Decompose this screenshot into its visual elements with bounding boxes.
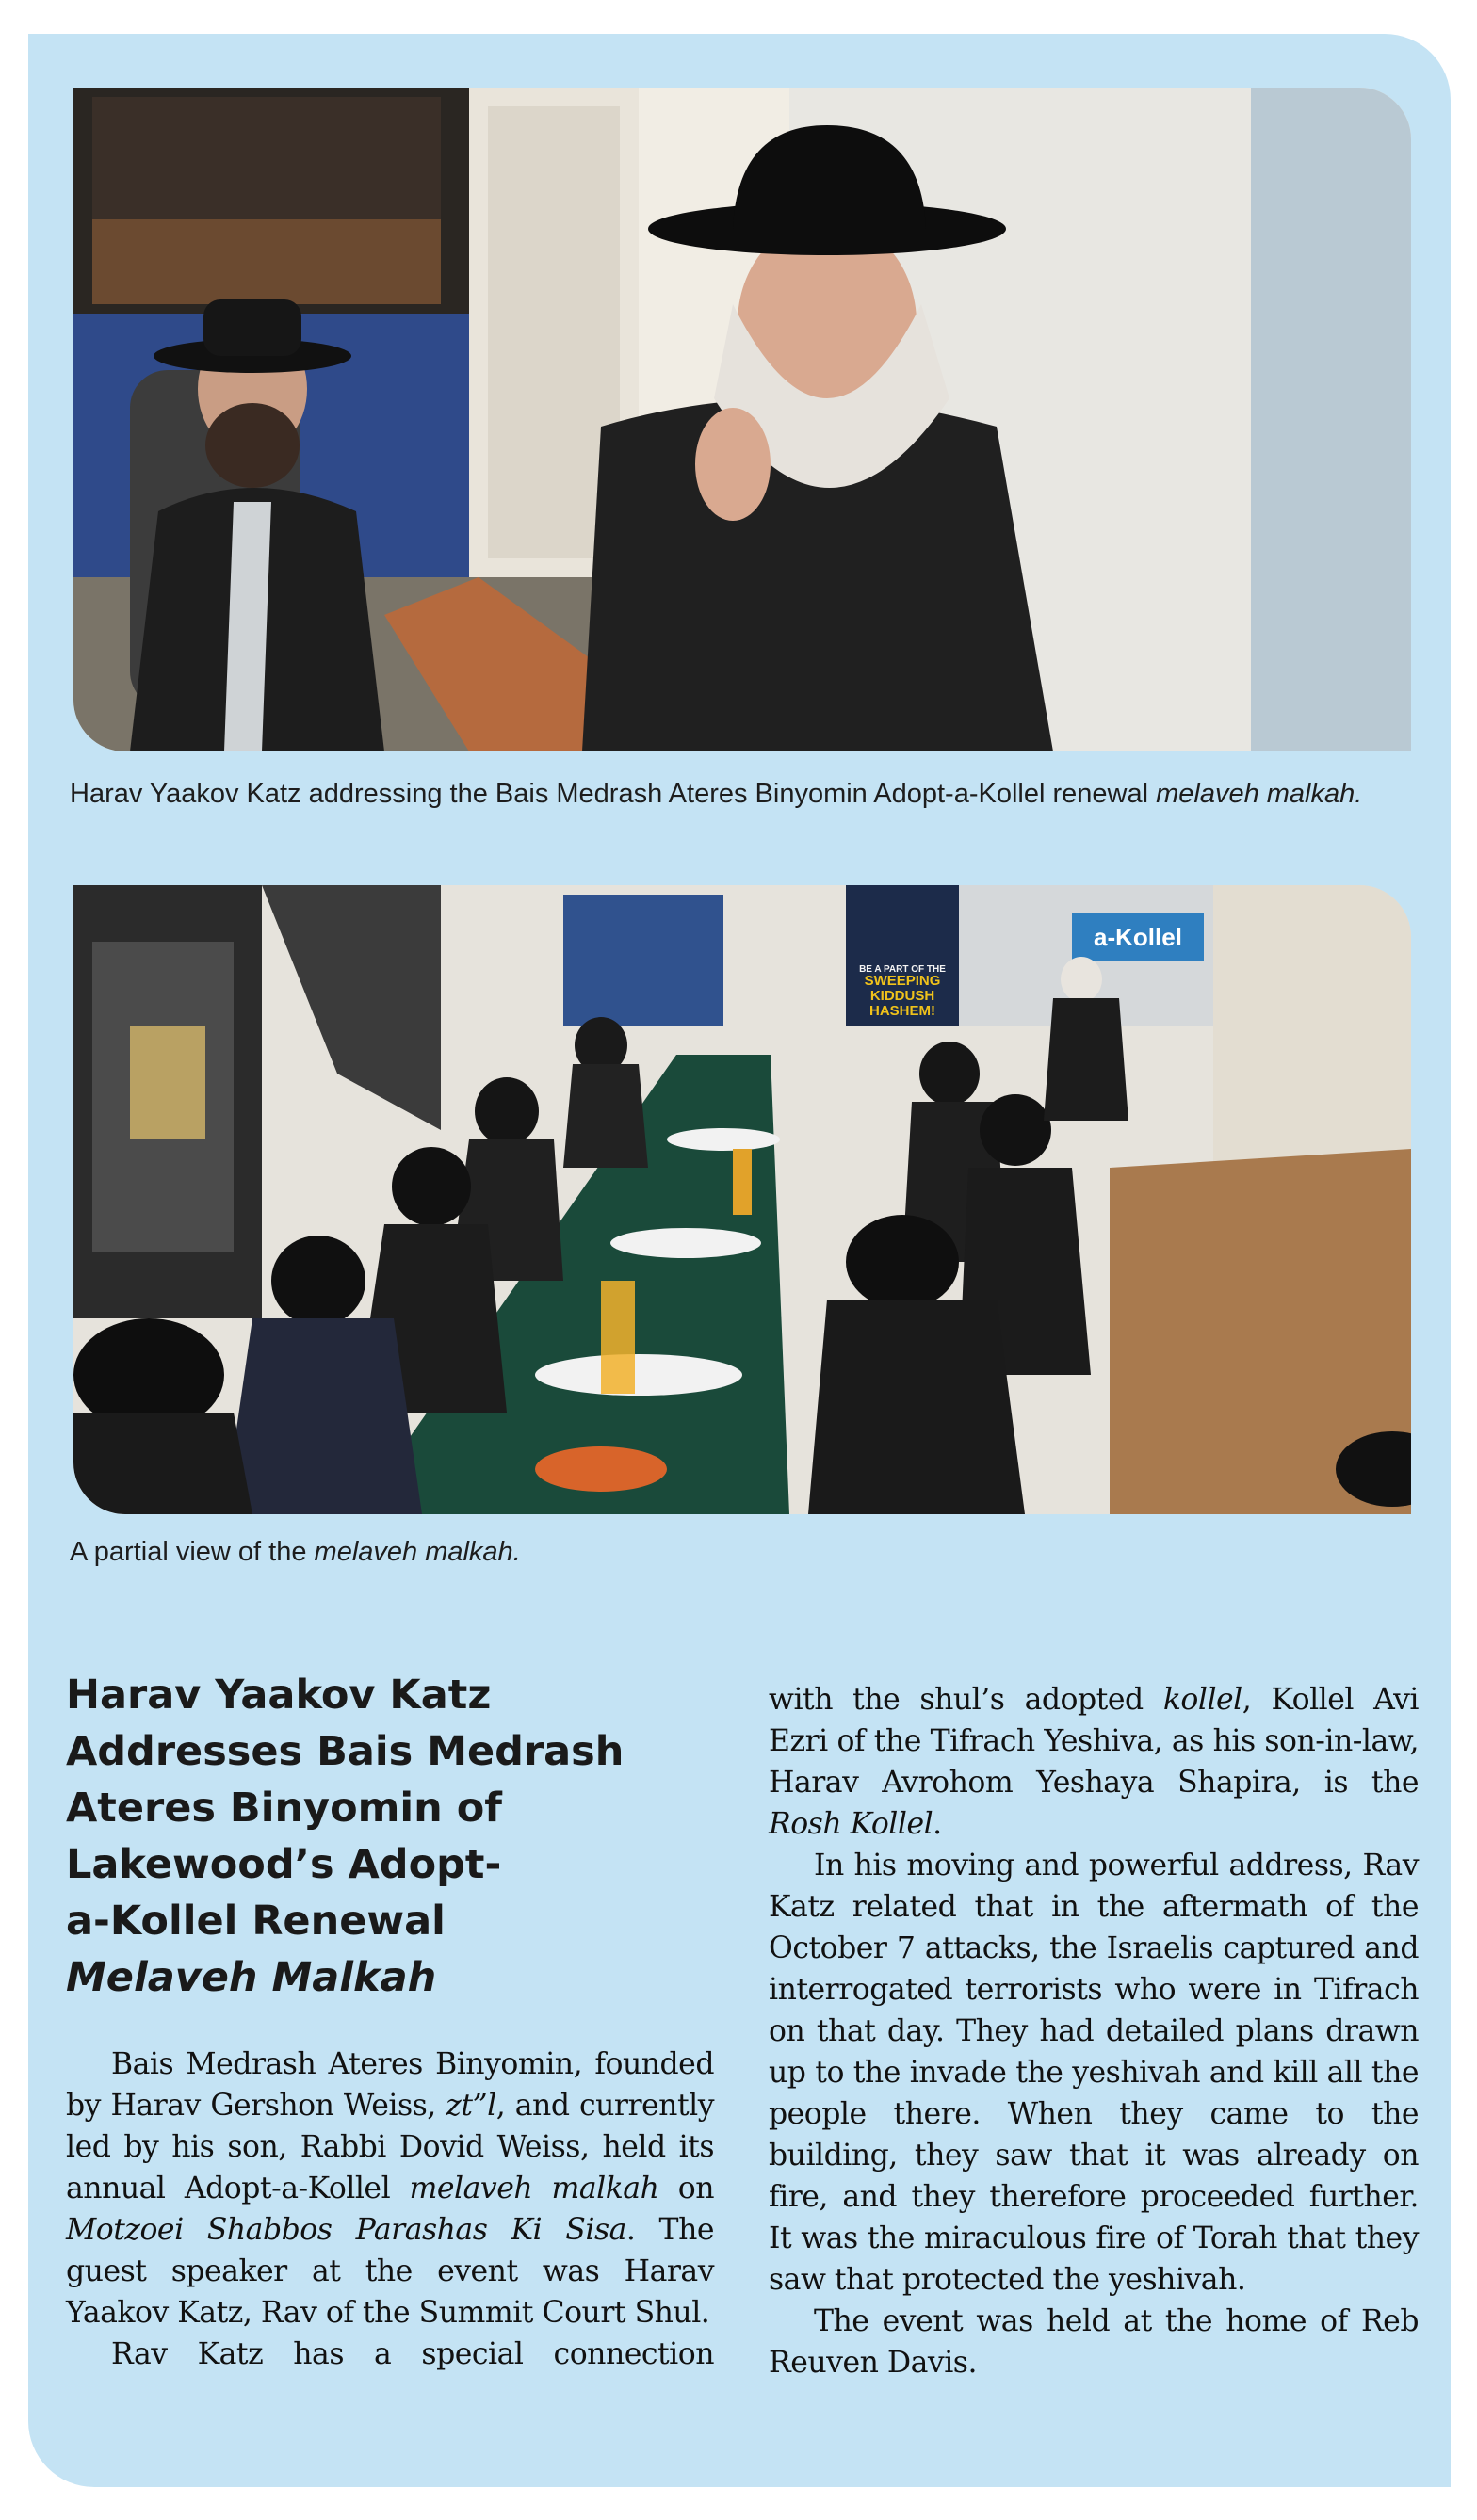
screen-text: a-Kollel	[1094, 923, 1182, 951]
article-headline	[66, 1667, 725, 2006]
headline-line-5: a-Kollel Renewal	[66, 1898, 446, 1945]
p1-text-g: . The guest speaker at the event was Harav Yaakov Katz, Rav of the Summit Court Shul.	[66, 2213, 714, 2330]
top-photo-caption	[70, 777, 1407, 812]
p1-text-b: zt”l	[446, 2089, 496, 2123]
photo-rav-katz-speaking	[73, 88, 1411, 751]
bottom-photo-caption	[70, 1535, 1407, 1570]
p1-text-c: , and currently led by his son, Rabbi Dovid Weiss, held its annual Adopt-a-Kollel	[66, 2089, 714, 2205]
poster-text-line-3: KIDDUSH	[869, 988, 935, 1004]
paragraph-2-start: Rav Katz has a special connection	[111, 2337, 714, 2371]
poster-text-line-1: BE A PART OF THE	[859, 964, 946, 975]
paragraph-1	[66, 2043, 714, 2334]
headline-italic-line: Melaveh Malkah	[66, 1954, 437, 2001]
p1-text-a: Bais Medrash Ateres Binyomin, founded by Harav Gershon Weiss,	[66, 2047, 714, 2123]
headline-line-1: Harav Yaakov Katz	[66, 1672, 492, 1719]
bottom-caption-text: A partial view of the	[70, 1537, 315, 1567]
paragraph-2-continued	[769, 1679, 1419, 1845]
p2-text-a: with the shul’s adopted	[769, 1683, 1163, 1717]
p1-text-e: on	[658, 2172, 714, 2205]
p1-text-d: melaveh malkah	[409, 2172, 659, 2205]
poster-text-line-2: SWEEPING	[864, 973, 941, 989]
paragraph-3: In his moving and powerful address, Rav Katz related that in the aftermath of the October 7 attacks, the Israelis captured and interrogated terrorists who were in Tifrach on that day. They had detailed plans drawn up to the invade the yeshivah and kill all the people there. When they came to the building, they saw that it was already on fire, and they therefore proceeded further. It was the miraculous fire of Torah that they saw that protected the yeshivah.	[769, 1849, 1419, 2297]
top-caption-italic: melaveh malkah.	[1156, 779, 1363, 809]
paragraph-4: The event was held at the home of Reb Reuven Davis.	[769, 2304, 1419, 2380]
bottom-caption-italic: melaveh malkah.	[314, 1537, 521, 1567]
article-column-right	[769, 1679, 1419, 2383]
headline-line-4: Lakewood’s Adopt-	[66, 1841, 502, 1888]
headline-line-3: Ateres Binyomin of	[66, 1785, 503, 1832]
p2-text-b: kollel	[1162, 1683, 1242, 1717]
p2-text-d: Rosh Kollel	[769, 1807, 933, 1841]
p1-text-f: Motzoei Shabbos Parashas Ki Sisa	[66, 2213, 626, 2247]
p2-text-c: , Kollel Avi Ezri of the Tifrach Yeshiva, as his son-in-law, Harav Avrohom Yeshaya Shapira, is the	[769, 1683, 1420, 1800]
headline-line-2: Addresses Bais Medrash	[66, 1728, 625, 1775]
photo-melaveh-malkah-table	[73, 885, 1411, 1514]
poster-text-line-4: HASHEM!	[869, 1003, 935, 1019]
top-caption-text: Harav Yaakov Katz addressing the Bais Medrash Ateres Binyomin Adopt-a-Kollel renewal	[70, 779, 1157, 809]
article-column-left	[66, 2043, 714, 2375]
p2-text-e: .	[933, 1807, 942, 1841]
